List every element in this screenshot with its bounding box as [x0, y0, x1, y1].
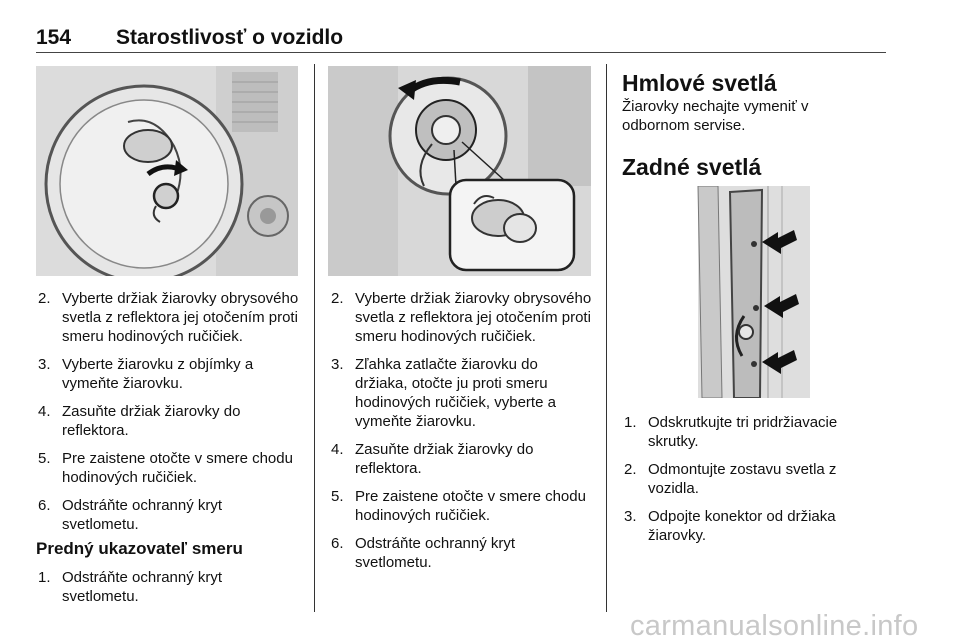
page-number: 154 — [36, 26, 72, 49]
list-item: 1. Odskrutkujte tri pridržiavacie skrutky. — [624, 414, 838, 450]
list-item: 2. Vyberte držiak žiarovky obrysového svetla z reflektora jej otočením proti smeru hodinových ručičiek. — [331, 290, 592, 345]
figure-bulb-holder — [328, 66, 591, 276]
col1-sub-step-list — [38, 568, 300, 615]
page-header — [36, 26, 886, 54]
figure-rear-light — [622, 186, 884, 398]
list-item: 3. Zľahka zatlačte žiarovku do držiaka, otočte ju proti smeru hodinových ručičiek, vyberte a vymeňte žiarovku. — [331, 356, 556, 430]
watermark: carmanualsonline.info — [630, 610, 919, 642]
list-item: 3. Vyberte žiarovku z objímky a vymeňte žiarovku. — [38, 356, 254, 392]
col2-step-list — [331, 289, 593, 581]
list-item: 2. Vyberte držiak žiarovky obrysového svetla z reflektora jej otočením proti smeru hodinových ručičiek. — [38, 290, 299, 345]
list-item: 6. Odstráňte ochranný kryt svetlometu. — [331, 535, 516, 571]
list-item: 4. Zasuňte držiak žiarovky do reflektora. — [331, 441, 534, 477]
list-item: 5. Pre zaistene otočte v smere chodu hodinových ručičiek. — [38, 450, 293, 486]
column-divider-1 — [314, 64, 315, 612]
col3-step-list — [624, 413, 886, 554]
fog-lights-text: Žiarovky nechajte vymeniť v odbornom servise. — [622, 98, 809, 134]
list-item: 6. Odstráňte ochranný kryt svetlometu. — [38, 497, 223, 533]
column-divider-2 — [606, 64, 607, 612]
col1-step-list — [38, 289, 300, 543]
rear-lights-heading: Zadné svetlá — [622, 154, 762, 180]
list-item: 2. Odmontujte zostavu svetla z vozidla. — [624, 461, 837, 497]
list-item: 1. Odstráňte ochranný kryt svetlometu. — [38, 569, 223, 605]
header-rule — [36, 52, 886, 53]
turn-signal-heading: Predný ukazovateľ smeru — [36, 539, 243, 558]
figure-headlamp-sidelight — [36, 66, 298, 276]
list-item: 5. Pre zaistene otočte v smere chodu hodinových ručičiek. — [331, 488, 586, 524]
fog-lights-heading: Hmlové svetlá — [622, 70, 777, 96]
section-title: Starostlivosť o vozidlo — [116, 26, 344, 49]
list-item: 4. Zasuňte držiak žiarovky do reflektora. — [38, 403, 241, 439]
list-item: 3. Odpojte konektor od držiaka žiarovky. — [624, 508, 836, 544]
